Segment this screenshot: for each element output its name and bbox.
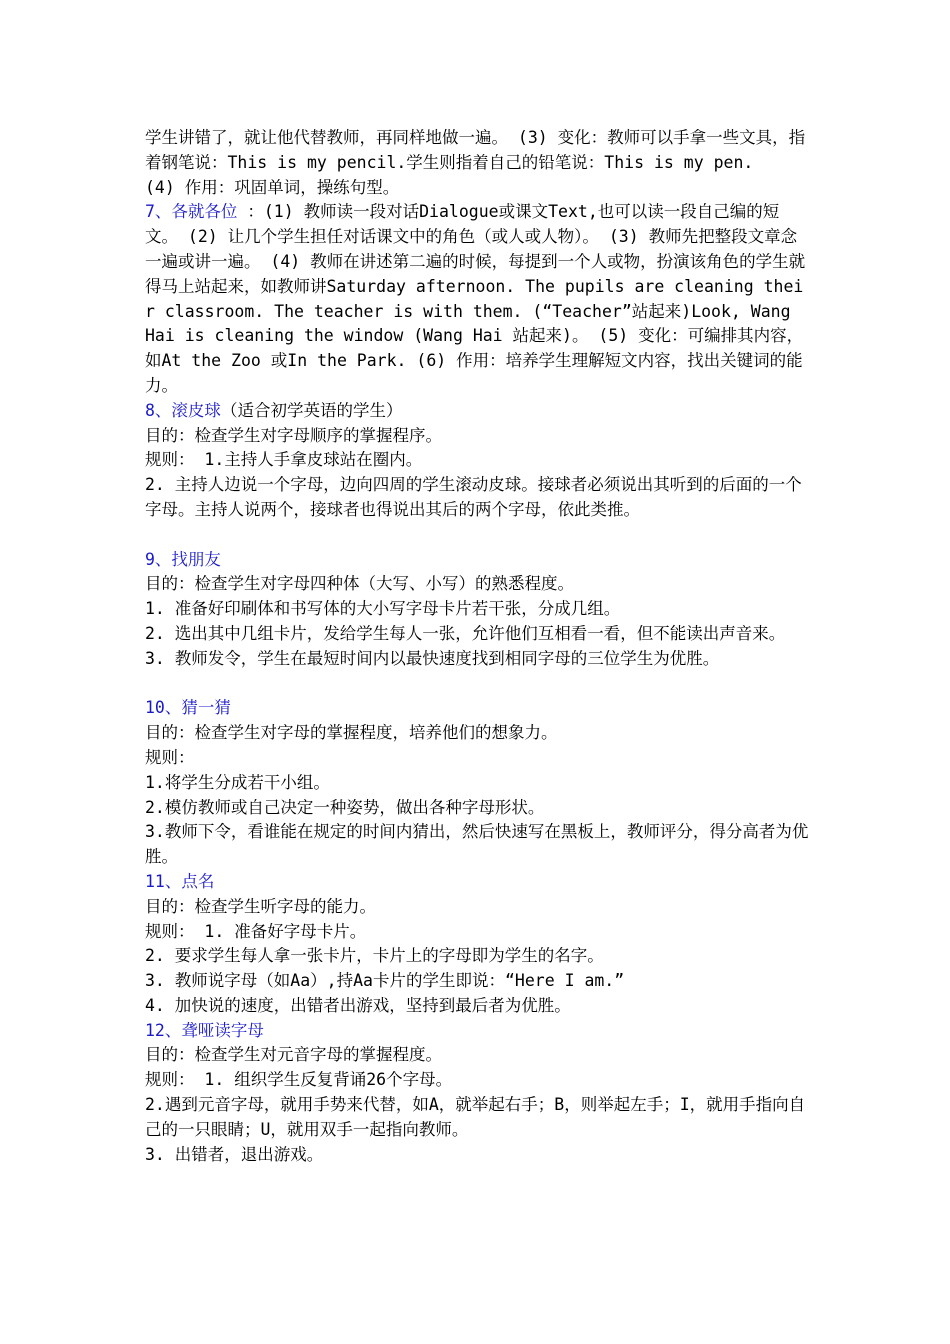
section-9-line: 1. 准备好印刷体和书写体的大小写字母卡片若干张，分成几组。 <box>145 599 621 619</box>
section-10-line: 1.将学生分成若干小组。 <box>145 772 330 792</box>
section-8-title-suffix: （适合初学英语的学生） <box>220 400 403 420</box>
section-8-line: 目的：检查学生对字母顺序的掌握程序。 <box>145 425 442 445</box>
section-11-line: 4. 加快说的速度，出错者出游戏，坚持到最后者为优胜。 <box>145 995 571 1015</box>
section-8-title: 8、滚皮球 <box>145 400 221 420</box>
section-11-line: 2. 要求学生每人拿一张卡片，卡片上的字母即为学生的名字。 <box>145 946 604 966</box>
section-10-line: 2.模仿教师或自己决定一种姿势，做出各种字母形状。 <box>145 797 545 817</box>
section-7 <box>145 200 810 398</box>
paragraph-effect: (4) 作用：巩固单词，操练句型。 <box>145 177 400 197</box>
section-8-line: 规则： 1.主持人手拿皮球站在圈内。 <box>145 450 423 470</box>
blank-line <box>145 523 810 548</box>
blank-line <box>145 672 810 697</box>
section-10-title: 10、猜一猜 <box>145 698 231 718</box>
section-10-line: 目的：检查学生对字母的掌握程度，培养他们的想象力。 <box>145 723 558 743</box>
section-11-line: 规则： 1. 准备好字母卡片。 <box>145 921 367 941</box>
paragraph-intro: 学生讲错了，就让他代替教师，再同样地做一遍。 (3) 变化：教师可以手拿一些文具，指着钢笔说：This is my pencil.学生则指着自己的铅笔说：This is my pen. <box>145 128 806 172</box>
document-page <box>145 126 810 1167</box>
section-12-line: 目的：检查学生对元音字母的掌握程度。 <box>145 1045 442 1065</box>
section-9-line: 目的：检查学生对字母四种体（大写、小写）的熟悉程度。 <box>145 574 574 594</box>
section-9-line: 3. 教师发令，学生在最短时间内以最快速度找到相同字母的三位学生为优胜。 <box>145 648 720 668</box>
section-12-line: 规则： 1. 组织学生反复背诵26个字母。 <box>145 1070 453 1090</box>
section-11-title: 11、点名 <box>145 871 215 891</box>
section-12-line: 2.遇到元音字母，就用手势来代替，如A，就举起右手；B，则举起左手；I，就用手指向自己的一只眼睛；U，就用双手一起指向教师。 <box>145 1095 806 1139</box>
section-11-line: 目的：检查学生听字母的能力。 <box>145 896 376 916</box>
section-9-title: 9、找朋友 <box>145 549 221 569</box>
section-8-heading <box>145 399 810 424</box>
section-10-line: 规则： <box>145 747 195 767</box>
section-7-title: 7、各就各位 <box>145 202 238 222</box>
section-7-body: ：(1) 教师读一段对话Dialogue或课文Text,也可以读一段自己编的短文。 (2) 让几个学生担任对话课文中的角色（或人或人物）。 (3) 教师先把整段文章念一遍或讲一遍。 (4) 教师在讲述第二遍的时候，每提到一个人或物，扮演该角色的学生就得马上站起来，如教师讲Saturday afternoon. The pupils are cleaning their classroom. The teacher is with them. (“Teacher”站起来)Look, Wang Hai is cleaning the window (Wang Hai 站起来)。 (5) 变化：可编排其内容，如At the Zoo 或In the Park. (6) 作用：培养学生理解短文内容，找出关键词的能力。 <box>145 202 806 395</box>
section-12-line: 3. 出错者，退出游戏。 <box>145 1144 324 1164</box>
section-9-line: 2. 选出其中几组卡片，发给学生每人一张，允许他们互相看一看，但不能读出声音来。 <box>145 623 786 643</box>
section-12-title: 12、聋哑读字母 <box>145 1020 264 1040</box>
section-10-line: 3.教师下令，看谁能在规定的时间内猜出，然后快速写在黑板上，教师评分，得分高者为优胜。 <box>145 822 809 867</box>
section-8-line: 2. 主持人边说一个字母，边向四周的学生滚动皮球。接球者必须说出其听到的后面的一个字母。主持人说两个，接球者也得说出其后的两个字母，依此类推。 <box>145 475 802 519</box>
section-11-line: 3. 教师说字母（如Aa）,持Aa卡片的学生即说：“Here I am.” <box>145 971 625 991</box>
